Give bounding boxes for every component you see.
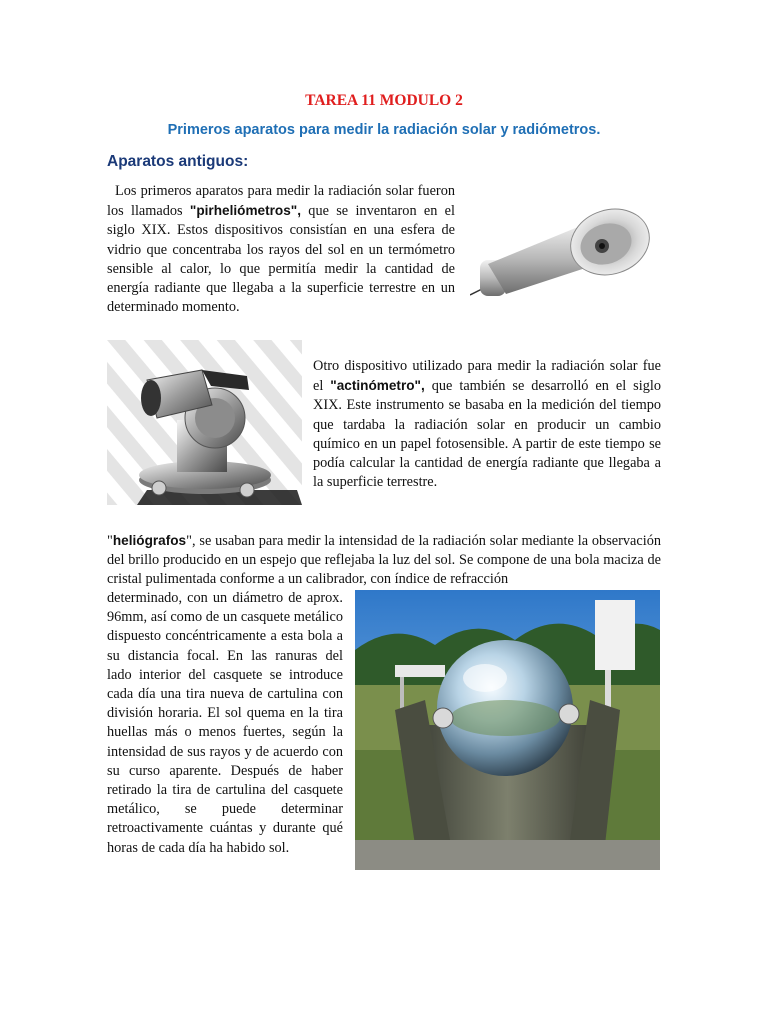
pyrheliometer-photo bbox=[470, 190, 660, 330]
paragraph-heliografos bbox=[107, 531, 661, 590]
paragraph-actinometro bbox=[313, 357, 661, 492]
paragraph-text: Otro dispositivo utilizado para medir la radiación solar fue el bbox=[313, 358, 661, 395]
term-pirheliometros: "pirheliómetros", bbox=[189, 203, 301, 219]
paragraph-pirheliometros bbox=[107, 182, 455, 317]
pyrheliometer-icon bbox=[470, 190, 660, 330]
term-heliografos: heliógrafos bbox=[112, 533, 187, 548]
paragraph-text: ", se usaban para medir la intensidad de la radiación solar mediante la observación del brillo producido en un espejo que reflejaba la luz del sol. Se compone de una bola maciza de cristal pulimentada conforme a un calibrador, con índice de refracción bbox=[107, 533, 661, 588]
document-title: TAREA 11 MODULO 2 bbox=[305, 92, 463, 109]
paragraph-text: que se inventaron en el siglo XIX. Estos dispositivos consistían en una esfera de vidrio que concentraba los rayos del sol en un termómetro sensible al calor, lo que permitía medir la cantidad de energía radiante que llegaba a la superficie terrestre en un determinado momento. bbox=[107, 203, 456, 316]
heliograph-photo bbox=[355, 590, 660, 870]
actinometer-photo bbox=[107, 340, 302, 505]
actinometer-icon bbox=[107, 340, 302, 505]
section-heading: Aparatos antiguos: bbox=[107, 153, 249, 170]
quote-mark: " bbox=[107, 533, 113, 549]
heliograph-icon bbox=[355, 590, 660, 870]
paragraph-heliografos-continued: determinado, con un diámetro de aprox. 96mm, así como de un casquete metálico dispuesto concéntricamente a esta bola a su distancia focal. En las ranuras del lado interior del casquete se introduce cada día una tira nueva de cartulina con división horaria. El sol quema en la tira huellas más o menos fuertes, según la intensidad de sus rayos y de acuerdo con su curso aparente. Después de haber retirado la tira de cartulina del casquete metálico, se puede determinar retroactivamente cuántas y durante qué horas de cada día ha habido sol. bbox=[107, 590, 343, 856]
term-actinometro: "actinómetro", bbox=[330, 378, 425, 394]
document-subtitle: Primeros aparatos para medir la radiación solar y radiómetros. bbox=[167, 122, 601, 138]
paragraph-text: Los primeros aparatos para medir la radiación solar fueron los llamados bbox=[107, 183, 455, 220]
paragraph-text: que también se desarrolló en el siglo XIX. Este instrumento se basaba en la medición del tiempo que tardaba la radiación solar en producir un cambio químico en un papel fotosensible. A partir de este tiempo se podía calcular la cantidad de energía radiante que llegaba a la superficie terrestre. bbox=[313, 378, 661, 491]
